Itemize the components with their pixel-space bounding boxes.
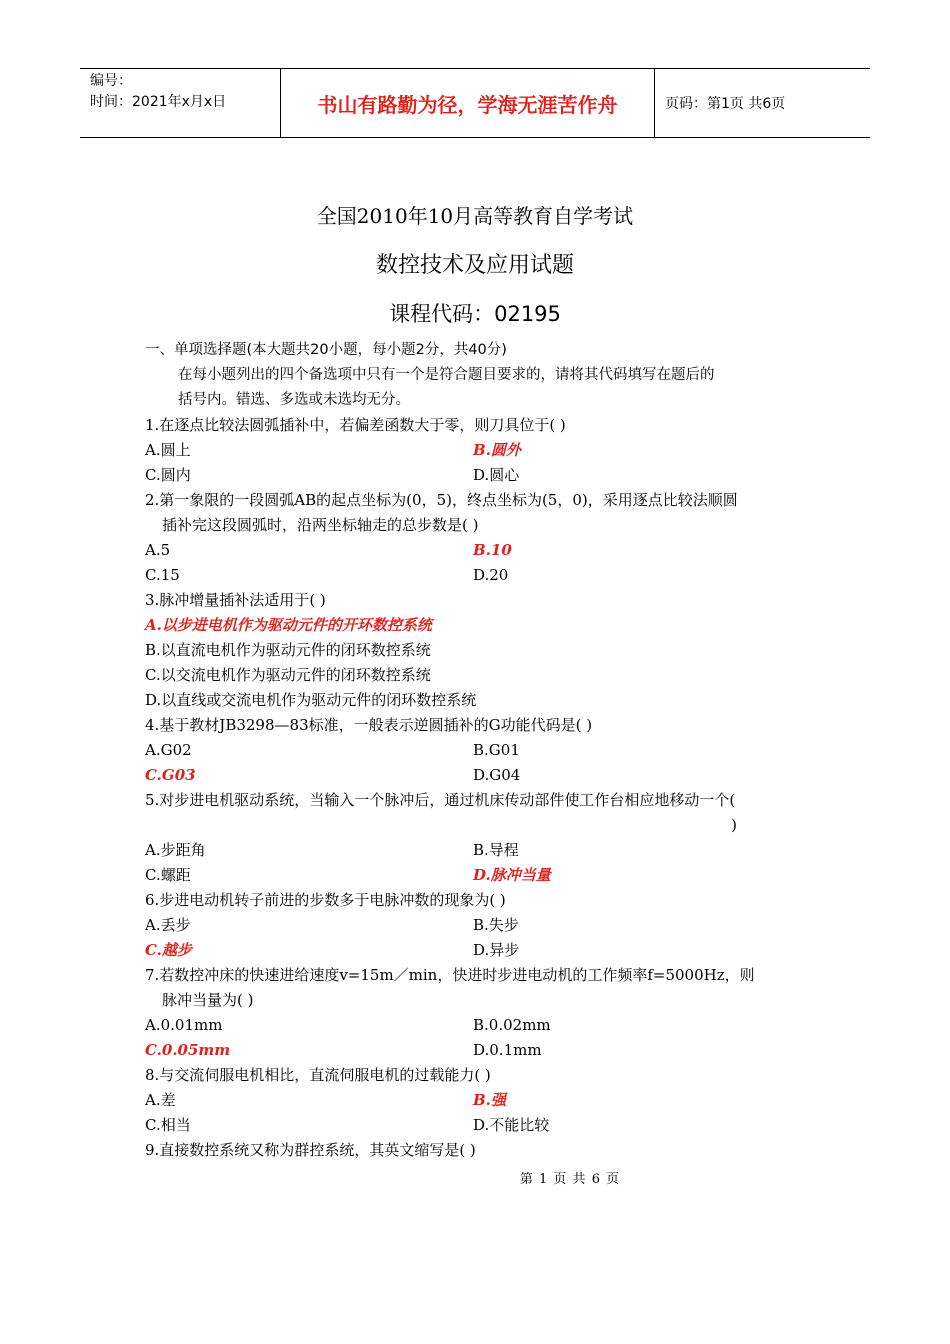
question-4: 4.基于教材JB3298—83标准，一般表示逆圆插补的G功能代码是( ) [145,716,593,734]
section-instruction: 括号内。错选、多选或未选均无分。 [178,392,410,408]
option-d: D.异步 [473,941,520,959]
option-b: B.失步 [473,916,519,934]
option-c: C.以交流电机作为驱动元件的闭环数控系统 [145,666,431,684]
page-header [80,68,870,138]
option-b: B.G01 [473,741,520,759]
answer-option-b: B.10 [473,541,512,559]
option-a: A.步距角 [145,841,206,859]
option-a: A.5 [145,541,171,559]
course-code: 课程代码：02195 [389,302,561,326]
options-row [145,863,807,888]
number-label: 编号： [90,73,132,89]
option-a: A.0.01mm [145,1016,223,1034]
subject-title: 数控技术及应用试题 [375,253,574,278]
answer-option-d: D.脉冲当量 [473,866,551,884]
option-a: A.G02 [145,741,192,759]
page-info: 页码：第1页 共6页 [665,96,786,112]
option-c: C.15 [145,566,180,584]
options-row [145,938,807,963]
options-row [145,738,807,763]
question-7: 7.若数控冲床的快速进给速度v=15m／min，快进时步进电动机的工作频率f=5000Hz，则 [145,966,755,984]
answer-option-c: C.0.05mm [145,1041,231,1059]
question-2-cont: 插补完这段圆弧时，沿两坐标轴走的总步数是( ) [162,516,479,534]
header-meta [80,69,280,137]
option-b: B.0.02mm [473,1016,551,1034]
answer-option-c: C.G03 [145,766,196,784]
footer-page-number: 第 1 页 共 6 页 [519,1172,621,1187]
option-c: C.圆内 [145,466,191,484]
options-row [145,538,807,563]
question-3: 3.脉冲增量插补法适用于( ) [145,591,326,609]
answer-option-b: B.圆外 [473,441,521,459]
answer-option-b: B.强 [473,1091,506,1109]
option-c: C.螺距 [145,866,191,884]
option-a: A.丢步 [145,916,191,934]
option-b: B.以直流电机作为驱动元件的闭环数控系统 [145,641,431,659]
options-row [145,563,807,588]
options-row [145,1113,807,1138]
page-footer [0,1168,950,1187]
question-2: 2.第一象限的一段圆弧AB的起点坐标为(0，5)，终点坐标为(5，0)，采用逐点比较法顺圆 [145,491,738,509]
question-9: 9.直接数控系统又称为群控系统，其英文缩写是( ) [145,1141,476,1159]
question-6: 6.步进电动机转子前进的步数多于电脉冲数的现象为( ) [145,891,506,909]
options-row [145,1038,807,1063]
section-heading: 一、单项选择题(本大题共20小题，每小题2分，共40分) [145,342,507,358]
question-content [145,338,807,1163]
option-b: B.导程 [473,841,519,859]
options-row [145,1088,807,1113]
option-c: C.相当 [145,1116,191,1134]
option-d: D.G04 [473,766,521,784]
options-row [145,438,807,463]
question-5: 5.对步进电机驱动系统，当输入一个脉冲后，通过机床传动部件使工作台相应地移动一个( [145,791,736,809]
answer-option-a: A.以步进电机作为驱动元件的开环数控系统 [145,616,432,634]
question-7-cont: 脉冲当量为( ) [162,991,254,1009]
date-label: 时间：2021年x月x日 [90,94,227,110]
option-a: A.圆上 [145,441,191,459]
section-instruction: 在每小题列出的四个备选项中只有一个是符合题目要求的，请将其代码填写在题后的 [178,367,715,383]
options-row [145,463,807,488]
options-row [145,1013,807,1038]
options-row [145,838,807,863]
option-d: D.以直线或交流电机作为驱动元件的闭环数控系统 [145,691,477,709]
option-a: A.差 [145,1091,176,1109]
options-row [145,913,807,938]
option-d: D.圆心 [473,466,520,484]
option-d: D.不能比较 [473,1116,550,1134]
question-8: 8.与交流伺服电机相比，直流伺服电机的过载能力( ) [145,1066,491,1084]
question-1: 1.在逐点比较法圆弧插补中，若偏差函数大于零，则刀具位于( ) [145,416,566,434]
options-row [145,763,807,788]
option-d: D.20 [473,566,509,584]
motto: 书山有路勤为径，学海无涯苦作舟 [280,69,655,137]
answer-option-c: C.越步 [145,941,192,959]
question-5-cont: ) [731,816,737,834]
exam-title: 全国2010年10月高等教育自学考试 [316,204,634,228]
option-d: D.0.1mm [473,1041,542,1059]
